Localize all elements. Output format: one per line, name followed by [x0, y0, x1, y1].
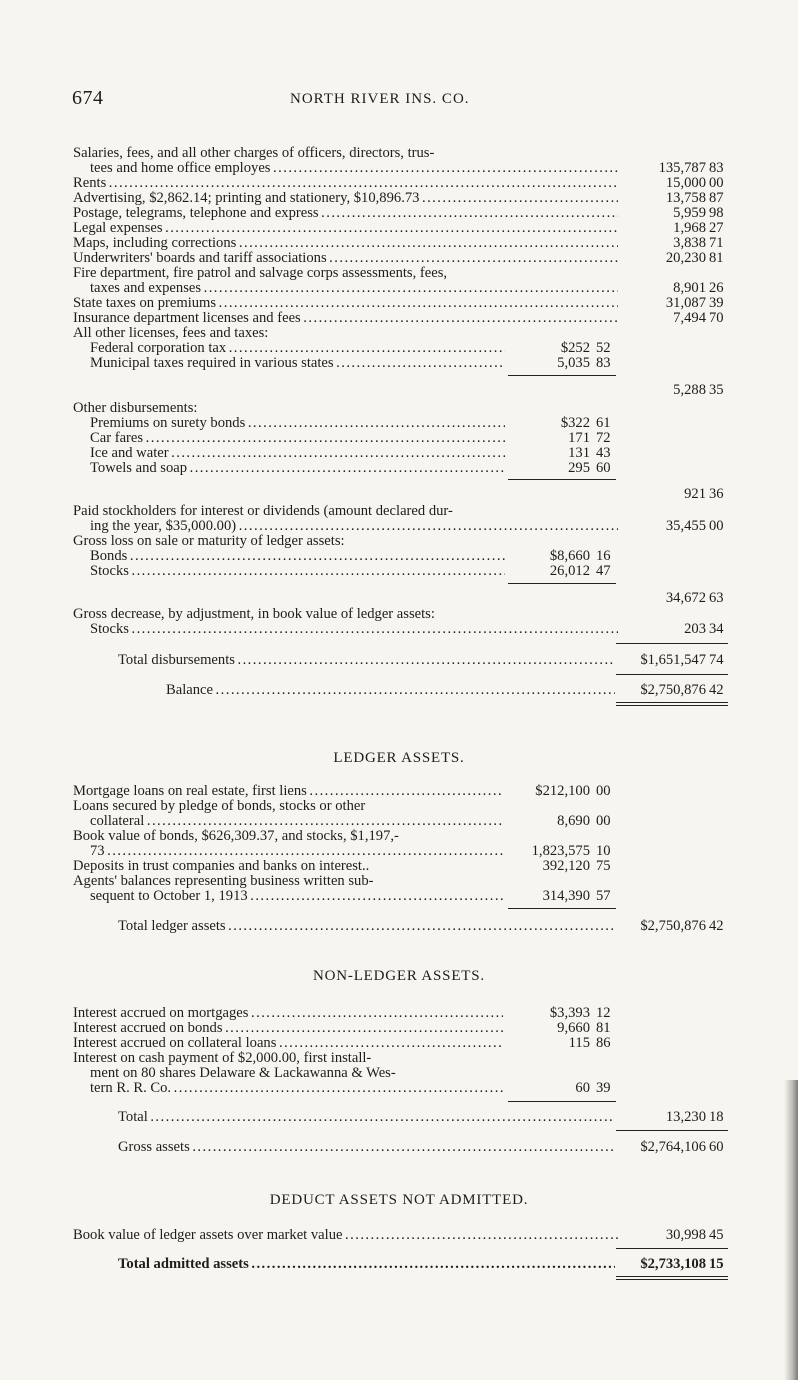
row-label: ing the year, $35,000.00) . . .	[90, 518, 618, 534]
gross-assets-row	[0, 1139, 798, 1155]
row-label: Agents' balances representing business written sub-	[73, 873, 374, 889]
row-label: Deposits in trust companies and banks on interest..	[73, 858, 370, 874]
row-label: Premiums on surety bonds . . .	[90, 415, 505, 431]
disbursement-row	[0, 310, 798, 326]
row-cents: 39	[596, 1080, 611, 1096]
row-amount: 13,758	[665, 190, 706, 206]
row-cents: 00	[709, 518, 724, 534]
admitted-assets-row	[0, 1256, 798, 1272]
row-cents: 60	[596, 460, 611, 476]
disbursement-row	[0, 355, 798, 371]
row-label: Interest accrued on mortgages . . .	[73, 1005, 503, 1021]
row-amount: 3,838	[673, 235, 706, 251]
row-label: taxes and expenses . . .	[90, 280, 618, 296]
double-rule	[616, 702, 728, 706]
row-label: Gross loss on sale or maturity of ledger assets:	[73, 533, 345, 549]
disbursement-row	[0, 220, 798, 236]
row-amount: 15,000	[665, 175, 706, 191]
row-cents: 16	[596, 548, 611, 564]
disbursement-row	[0, 606, 798, 622]
row-amount: 115	[568, 1035, 590, 1051]
row-label: Other disbursements:	[73, 400, 198, 416]
subtotal-rule	[508, 1101, 616, 1102]
row-amount: $212,100	[535, 783, 590, 799]
row-amount: 921	[684, 486, 706, 502]
row-label: Mortgage loans on real estate, first liens . . .	[73, 783, 503, 799]
disbursement-row	[0, 400, 798, 416]
total-rule	[616, 1248, 728, 1249]
row-cents: 39	[709, 295, 724, 311]
row-label: Postage, telegrams, telephone and express . . .	[73, 205, 618, 221]
row-label: Interest on cash payment of $2,000.00, first install-	[73, 1050, 372, 1066]
disbursement-row	[0, 430, 798, 446]
nonledger-row	[0, 1050, 798, 1066]
disbursement-row	[0, 382, 798, 398]
disbursement-row	[0, 503, 798, 519]
balance-row	[0, 682, 798, 698]
row-amount: 5,288	[673, 382, 706, 398]
disbursement-row	[0, 486, 798, 502]
running-title: NORTH RIVER INS. CO.	[290, 91, 470, 107]
disbursement-row	[0, 548, 798, 564]
row-amount: $2,733,108	[640, 1256, 706, 1272]
row-label: sequent to October 1, 1913 . . .	[90, 888, 503, 904]
disbursement-row	[0, 590, 798, 606]
row-cents: 74	[709, 652, 724, 668]
row-amount: 5,035	[557, 355, 590, 371]
row-label: Advertising, $2,862.14; printing and stationery, $10,896.73 . . .	[73, 190, 618, 206]
row-amount: $322	[560, 415, 590, 431]
ledger-row	[0, 783, 798, 799]
row-amount: $2,750,876	[640, 918, 706, 934]
row-cents: 47	[596, 563, 611, 579]
row-label: Total admitted assets . . .	[118, 1256, 615, 1272]
section-title-ledger: LEDGER ASSETS.	[333, 750, 465, 766]
disbursement-row	[0, 205, 798, 221]
disbursement-row	[0, 340, 798, 356]
row-amount: 13,230	[665, 1109, 706, 1125]
row-cents: 86	[596, 1035, 611, 1051]
total-rule	[616, 674, 728, 675]
row-cents: 75	[596, 858, 611, 874]
nonledger-row	[0, 1005, 798, 1021]
section-title-deduct: DEDUCT ASSETS NOT ADMITTED.	[269, 1192, 529, 1208]
deduct-row	[0, 1227, 798, 1243]
row-label: Rents . . .	[73, 175, 618, 191]
ledger-row	[0, 858, 798, 874]
row-label: Gross assets . . .	[118, 1139, 615, 1155]
row-amount: 30,998	[665, 1227, 706, 1243]
row-amount: 131	[568, 445, 590, 461]
row-cents: 83	[709, 160, 724, 176]
row-cents: 36	[709, 486, 724, 502]
row-amount: 9,660	[557, 1020, 590, 1036]
row-cents: 81	[709, 250, 724, 266]
row-amount: 20,230	[665, 250, 706, 266]
page-number: 674	[72, 87, 104, 109]
row-amount: 1,968	[673, 220, 706, 236]
row-label: Book value of bonds, $626,309.37, and stocks, $1,197,-	[73, 828, 399, 844]
row-cents: 35	[709, 382, 724, 398]
row-amount: 135,787	[658, 160, 706, 176]
row-label: Ice and water . . .	[90, 445, 505, 461]
total-disbursements-row	[0, 652, 798, 668]
row-cents: 98	[709, 205, 724, 221]
subtotal-rule	[508, 375, 616, 376]
row-cents: 00	[596, 783, 611, 799]
ledger-total-row	[0, 918, 798, 934]
row-label: Salaries, fees, and all other charges of officers, directors, trus-	[73, 145, 435, 161]
row-cents: 70	[709, 310, 724, 326]
ledger-row	[0, 813, 798, 829]
disbursement-row	[0, 145, 798, 161]
nonledger-row	[0, 1035, 798, 1051]
row-amount: 314,390	[542, 888, 590, 904]
row-label: Municipal taxes required in various states . . .	[90, 355, 505, 371]
row-amount: 31,087	[665, 295, 706, 311]
row-cents: 63	[709, 590, 724, 606]
row-label: ment on 80 shares Delaware & Lackawanna & Wes-	[90, 1065, 396, 1081]
row-label: Underwriters' boards and tariff associations . . .	[73, 250, 618, 266]
row-amount: 8,690	[557, 813, 590, 829]
row-label: Legal expenses . . .	[73, 220, 618, 236]
row-amount: 171	[568, 430, 590, 446]
row-amount: 392,120	[542, 858, 590, 874]
row-amount: 1,823,575	[531, 843, 590, 859]
ledger-row	[0, 873, 798, 889]
row-amount: $2,764,106	[640, 1139, 706, 1155]
subtotal-rule	[508, 583, 616, 584]
row-amount: $8,660	[549, 548, 590, 564]
row-cents: 61	[596, 415, 611, 431]
row-amount: 35,455	[665, 518, 706, 534]
row-cents: 42	[709, 682, 724, 698]
row-amount: $1,651,547	[640, 652, 706, 668]
row-cents: 26	[709, 280, 724, 296]
row-cents: 57	[596, 888, 611, 904]
disbursement-row	[0, 415, 798, 431]
disbursement-row	[0, 460, 798, 476]
row-amount: 26,012	[549, 563, 590, 579]
row-label: All other licenses, fees and taxes:	[73, 325, 269, 341]
ledger-row	[0, 888, 798, 904]
disbursement-row	[0, 445, 798, 461]
row-amount: 7,494	[673, 310, 706, 326]
row-cents: 00	[596, 813, 611, 829]
row-cents: 45	[709, 1227, 724, 1243]
row-label: Interest accrued on collateral loans . . .	[73, 1035, 503, 1051]
row-cents: 83	[596, 355, 611, 371]
row-label: Fire department, fire patrol and salvage corps assessments, fees,	[73, 265, 448, 281]
row-label: Car fares . . .	[90, 430, 505, 446]
row-cents: 10	[596, 843, 611, 859]
row-cents: 18	[709, 1109, 724, 1125]
row-label: Stocks . . .	[90, 621, 618, 637]
row-label: Federal corporation tax . . .	[90, 340, 505, 356]
disbursement-row	[0, 190, 798, 206]
row-label: Stocks . . .	[90, 563, 505, 579]
disbursement-row	[0, 518, 798, 534]
disbursement-row	[0, 533, 798, 549]
row-label: Balance . . .	[166, 682, 615, 698]
row-label: Total ledger assets . . .	[118, 918, 615, 934]
row-amount: 8,901	[673, 280, 706, 296]
row-cents: 71	[709, 235, 724, 251]
row-amount: $2,750,876	[640, 682, 706, 698]
disbursement-row	[0, 563, 798, 579]
page-edge-shadow	[784, 1080, 798, 1380]
subtotal-rule	[508, 908, 616, 909]
disbursement-row	[0, 175, 798, 191]
row-label: Maps, including corrections . . .	[73, 235, 618, 251]
double-rule	[616, 1276, 728, 1280]
row-amount: $3,393	[549, 1005, 590, 1021]
disbursement-row	[0, 295, 798, 311]
row-label: Insurance department licenses and fees . . .	[73, 310, 618, 326]
row-cents: 12	[596, 1005, 611, 1021]
row-label: Loans secured by pledge of bonds, stocks or other	[73, 798, 366, 814]
row-label: Bonds . . .	[90, 548, 505, 564]
row-cents: 00	[709, 175, 724, 191]
nonledger-total-row	[0, 1109, 798, 1125]
ledger-row	[0, 828, 798, 844]
subtotal-rule	[508, 479, 616, 480]
row-label: tern R. R. Co. . . .	[90, 1080, 503, 1096]
row-label: State taxes on premiums . . .	[73, 295, 618, 311]
row-label: Gross decrease, by adjustment, in book value of ledger assets:	[73, 606, 435, 622]
row-cents: 15	[709, 1256, 724, 1272]
row-amount: 295	[568, 460, 590, 476]
row-cents: 27	[709, 220, 724, 236]
row-label: Book value of ledger assets over market value . . .	[73, 1227, 618, 1243]
row-amount: 60	[575, 1080, 590, 1096]
row-cents: 87	[709, 190, 724, 206]
row-cents: 34	[709, 621, 724, 637]
disbursement-row	[0, 160, 798, 176]
row-cents: 81	[596, 1020, 611, 1036]
ledger-row	[0, 843, 798, 859]
nonledger-row	[0, 1080, 798, 1096]
row-cents: 52	[596, 340, 611, 356]
row-amount: 203	[684, 621, 706, 637]
row-cents: 43	[596, 445, 611, 461]
row-label: Paid stockholders for interest or dividends (amount declared dur-	[73, 503, 453, 519]
row-label: Total . . .	[118, 1109, 615, 1125]
total-rule	[616, 1130, 728, 1131]
row-label: Interest accrued on bonds . . .	[73, 1020, 503, 1036]
row-amount: 5,959	[673, 205, 706, 221]
row-label: Towels and soap . . .	[90, 460, 505, 476]
disbursement-row	[0, 325, 798, 341]
row-cents: 42	[709, 918, 724, 934]
nonledger-row	[0, 1065, 798, 1081]
row-label: collateral . . .	[90, 813, 503, 829]
section-title-nonledger: NON-LEDGER ASSETS.	[313, 968, 485, 984]
nonledger-row	[0, 1020, 798, 1036]
disbursement-row	[0, 265, 798, 281]
row-label: 73 . . .	[90, 843, 503, 859]
disbursement-row	[0, 280, 798, 296]
row-label: Total disbursements . . .	[118, 652, 615, 668]
disbursement-row	[0, 250, 798, 266]
ledger-row	[0, 798, 798, 814]
row-cents: 72	[596, 430, 611, 446]
row-amount: $252	[560, 340, 590, 356]
total-rule	[616, 643, 728, 644]
disbursement-row	[0, 621, 798, 637]
row-cents: 60	[709, 1139, 724, 1155]
disbursement-row	[0, 235, 798, 251]
row-label: tees and home office employes . . .	[90, 160, 618, 176]
row-amount: 34,672	[665, 590, 706, 606]
